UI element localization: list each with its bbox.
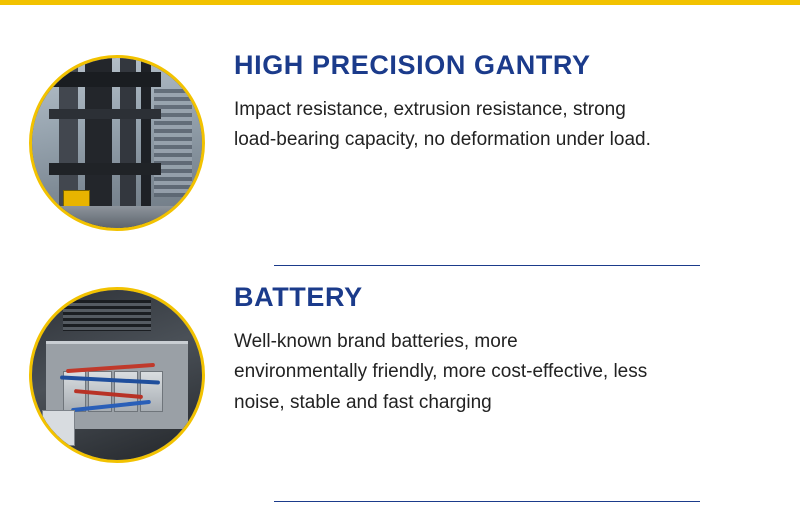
feature-description-battery: Well-known brand batteries, more environmentally friendly, more cost-effective, less noise, stable and fast charging xyxy=(234,330,648,414)
feature-title-gantry: HIGH PRECISION GANTRY xyxy=(234,50,591,80)
feature-title-battery: BATTERY xyxy=(234,282,363,312)
gantry-grille xyxy=(154,89,191,198)
gantry-crossbeam-top xyxy=(49,72,161,87)
gantry-crossbeam-mid xyxy=(49,109,161,119)
feature-text-gantry xyxy=(234,51,800,156)
battery-photo-inner xyxy=(32,290,202,460)
feature-thumbnail-wrap-gantry xyxy=(0,51,234,231)
gantry-photo-inner xyxy=(32,58,202,228)
feature-description-gantry: Impact resistance, extrusion resistance, strong load-bearing capacity, no deformation under load. xyxy=(234,98,651,151)
feature-list xyxy=(0,5,800,523)
gantry-mast-photo xyxy=(29,55,205,231)
battery-controller-box xyxy=(42,410,75,446)
gantry-ground xyxy=(32,206,202,228)
battery-cell xyxy=(140,371,163,412)
feature-item-battery xyxy=(0,283,800,463)
feature-text-battery xyxy=(234,283,800,419)
feature-item-gantry xyxy=(0,51,800,231)
feature-thumbnail-wrap-battery xyxy=(0,283,234,463)
feature-divider-1 xyxy=(274,265,700,266)
battery-compartment-photo xyxy=(29,287,205,463)
feature-divider-2 xyxy=(274,501,700,502)
gantry-crossbeam-low xyxy=(49,163,161,175)
battery-vent-grid xyxy=(63,300,151,331)
